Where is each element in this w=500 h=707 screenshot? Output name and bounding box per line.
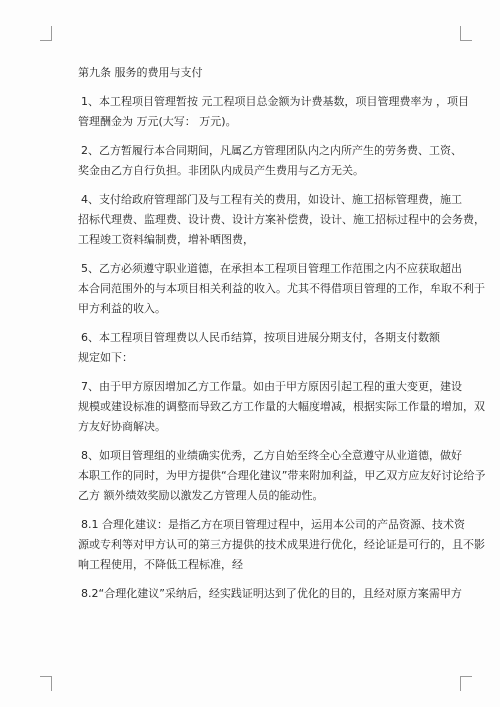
crop-mark-top-right [460,26,472,41]
paragraph-line: 本职工作的同时，为甲方提供“合理化建议”带来附加利益，甲乙双方应友好讨论给予 [78,469,486,482]
paragraph [78,377,485,437]
paragraph-line: 7、由于甲方原因增加乙方工作量。如由于甲方原因引起工程的重大变更，建设 [81,380,462,393]
crop-mark-bottom-left [40,676,52,691]
paragraph [78,190,485,250]
paragraph-line: 规定如下： [78,351,133,364]
section-heading: 第九条 服务的费用与支付 [78,66,203,79]
paragraph-line: 甲方利益的收入。 [78,302,166,315]
paragraph [78,92,469,132]
paragraph-line: 方友好协商解决。 [78,420,166,433]
paragraph-line: 本合同范围外的与本项目相关利益的收入。尤其不得借项目管理的工作，牟取不利于 [78,282,485,295]
paragraph-line: 招标代理费、监理费、设计费、设计方案补偿费，设计、施工招标过程中的会务费， [78,213,485,226]
paragraph [78,515,485,575]
crop-mark-bottom-right [460,676,472,691]
paragraph-line: 源或专利等对甲方认可的第三方提供的技术成果进行优化，经论证是可行的，且不影 [78,538,485,551]
paragraph-line: 管理酬金为 万元(大写： 万元)。 [78,115,237,128]
paragraph-line: 5、乙方必须遵守职业道德，在承担本工程项目管理工作范围之内不应获取超出 [81,262,462,275]
paragraph [78,446,486,506]
paragraph-line: 1、本工程项目管理暂按 元工程项目总金额为计费基数，项目管理费率为 ，项目 [81,95,469,108]
paragraph-line: 4、支付给政府管理部门及与工程有关的费用，如设计、施工招标管理费，施工 [81,193,462,206]
document-body [78,64,486,613]
paragraph-line: 2、乙方暂履行本合同期间，凡属乙方管理团队内之内所产生的劳务费、工资、 [81,144,462,157]
paragraph-line: 奖金由乙方自行负担。非团队内成员产生费用与乙方无关。 [78,164,364,177]
paragraph-line: 规模或建设标准的调整而导致乙方工作量的大幅度增减，根据实际工作量的增加，双 [78,400,485,413]
crop-mark-top-left [40,26,52,41]
paragraph [78,328,440,368]
paragraph-line: 乙方 额外绩效奖励以激发乙方管理人员的能动性。 [78,489,324,502]
paragraph-line: 8.1 合理化建议：是指乙方在项目管理过程中，运用本公司的产品资源、技术资 [81,518,465,531]
paragraph [78,584,462,604]
paragraph [78,259,485,319]
paragraph-line: 8、如项目管理组的业绩确实优秀，乙方自始至终全心全意遵守从业道德，做好 [81,449,462,462]
paragraph-line: 工程竣工资料编制费，增补晒图费， [78,233,254,246]
paragraph [78,141,462,181]
paragraph-line: 6、本工程项目管理费以人民币结算，按项目进展分期支付，各期支付数额 [81,331,440,344]
paragraph-line: 8.2“合理化建议”采纳后，经实践证明达到了优化的目的，且经对原方案需甲方 [81,587,462,600]
paragraph-line: 响工程使用，不降低工程标准，经 [78,558,243,571]
